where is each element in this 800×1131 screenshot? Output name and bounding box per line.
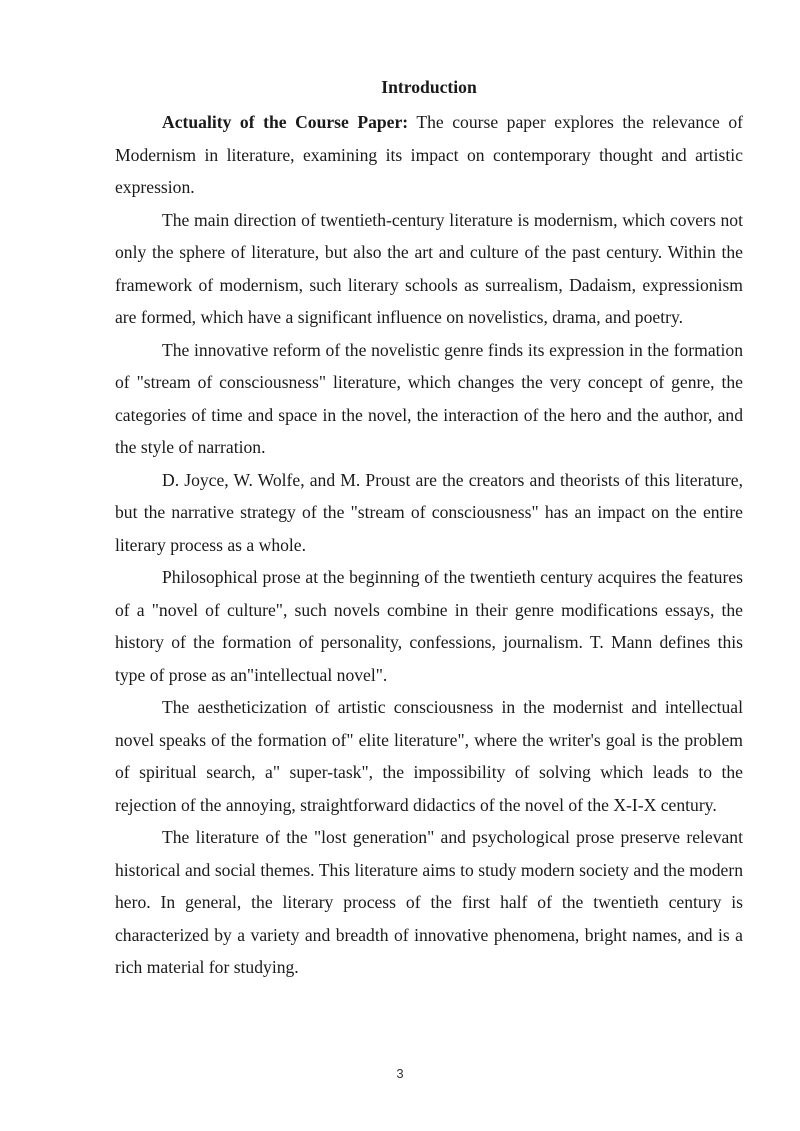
paragraph-creators	[115, 464, 743, 562]
paragraph-text: The aestheticization of artistic consciousness in the modernist and intellectual novel speaks of the formation of" elite literature", where the writer's goal is the problem of spiritual search, a" super-task", the impossibility of solving which leads to the rejection of the annoying, straightforward didactics of the novel of the X-I-X century.	[115, 697, 743, 815]
page-number: 3	[396, 1066, 404, 1081]
paragraph-aestheticization	[115, 691, 743, 821]
paragraph-stream-of-consciousness	[115, 334, 743, 464]
document-page	[115, 74, 743, 984]
paragraph-text: The innovative reform of the novelistic genre finds its expression in the formation of "stream of consciousness" literature, which changes the very concept of genre, the categories of time and space in the novel, the interaction of the hero and the author, and the style of narration.	[115, 339, 743, 457]
paragraph-philosophical-prose	[115, 561, 743, 691]
paragraph-text: D. Joyce, W. Wolfe, and M. Proust are the creators and theorists of this literature, but the narrative strategy of the "stream of consciousness" has an impact on the entire literary process as a whole.	[115, 469, 743, 555]
paragraph-text: Philosophical prose at the beginning of the twentieth century acquires the features of a "novel of culture", such novels combine in their genre modifications essays, the history of the formation of personality, confessions, journalism. T. Mann defines this type of prose as an"intellectual novel".	[115, 567, 743, 685]
paragraph-text: The course paper explores the relevance of Modernism in literature, examining its impact on contemporary thought and artistic expression.	[115, 112, 743, 197]
paragraph-lost-generation	[115, 821, 743, 984]
paragraph-modernism	[115, 204, 743, 334]
paragraph-lead: Actuality of the Course Paper:	[162, 112, 409, 132]
section-heading: Introduction	[381, 77, 477, 97]
paragraph-actuality	[115, 106, 743, 204]
paragraph-text: The main direction of twentieth-century literature is modernism, which covers not only the sphere of literature, but also the art and culture of the past century. Within the framework of modernism, such literary schools as surrealism, Dadaism, expressionism are formed, which have a significant influence on novelistics, drama, and poetry.	[115, 209, 743, 327]
paragraph-text: The literature of the "lost generation" and psychological prose preserve relevant historical and social themes. This literature aims to study modern society and the modern hero. In general, the literary process of the first half of the twentieth century is characterized by a variety and breadth of innovative phenomena, bright names, and is a rich material for studying.	[115, 827, 743, 977]
